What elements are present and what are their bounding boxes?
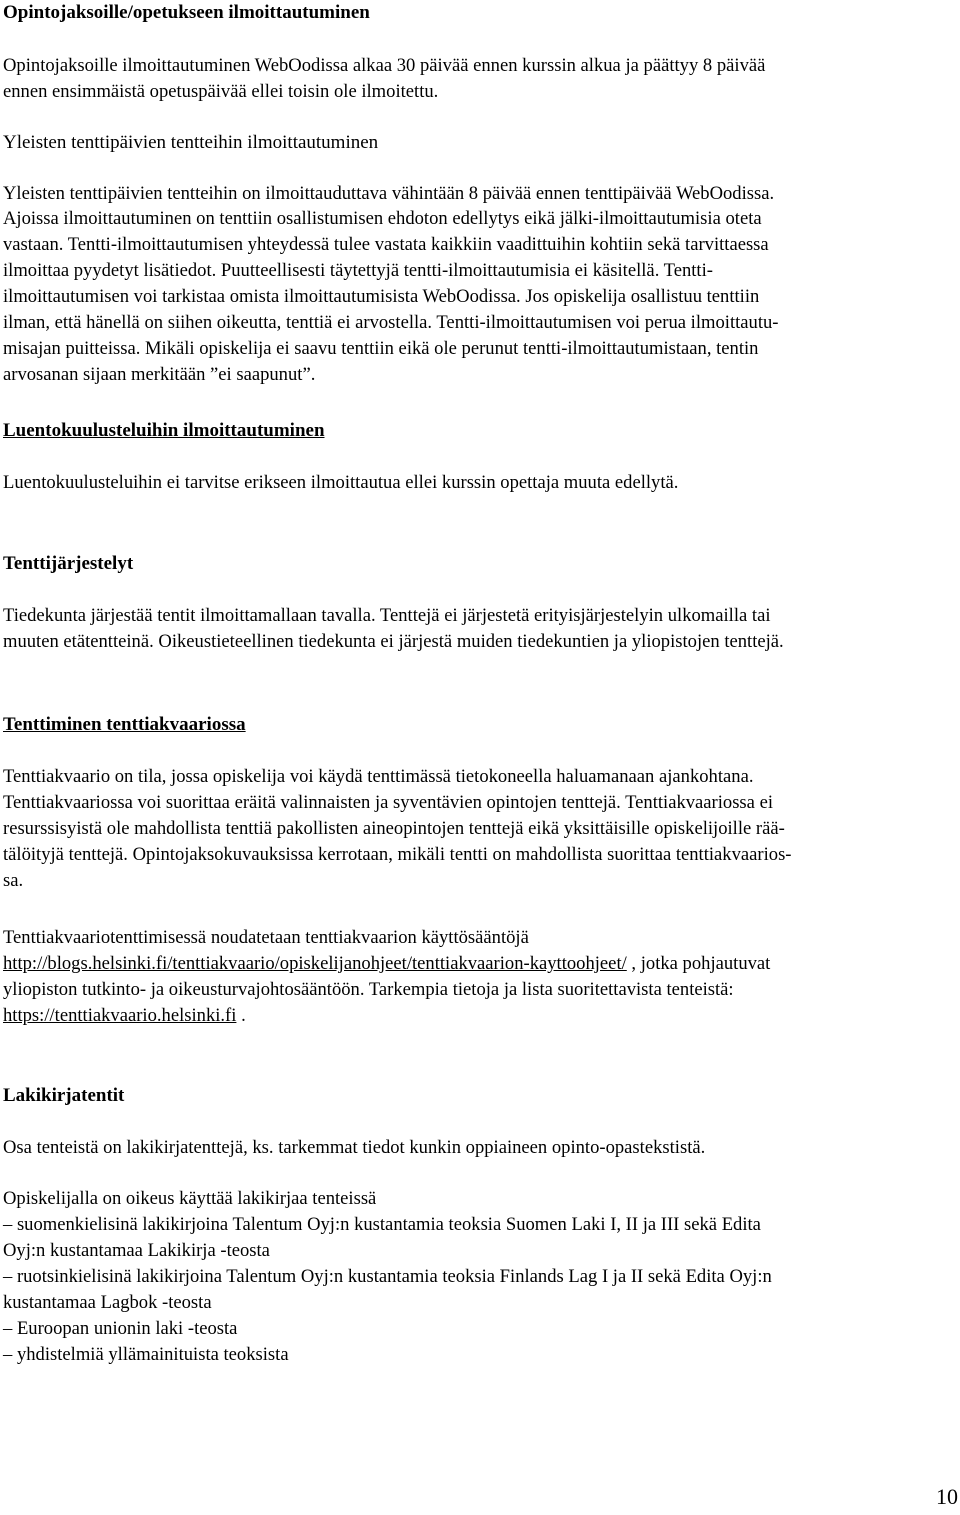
list-item: Oyj:n kustantamaa Lakikirja -teosta (3, 1240, 270, 1261)
list-item: – Euroopan unionin laki -teosta (3, 1318, 238, 1339)
heading-akvaario: Tenttiminen tenttiakvaariossa (3, 714, 246, 735)
paragraph-line: yliopiston tutkinto- ja oikeusturvajohtosääntöön. Tarkempia tietoja ja lista suoritettavista tenteistä: (3, 979, 734, 1000)
paragraph-line: sa. (3, 870, 24, 891)
paragraph-line: resurssisyistä ole mahdollista tenttiä pakollisten aineopintojen tenttejä eikä yksittäisille opiskelijoille rää- (3, 818, 785, 839)
rules-link[interactable]: http://blogs.helsinki.fi/tenttiakvaario/opiskelijanohjeet/tenttiakvaarion-kayttoohjeet/ (3, 953, 627, 974)
paragraph-line: ilman, että hänellä on siihen oikeutta, tenttiä ei arvostella. Tentti-ilmoittautumisen voi perua ilmoittautu- (3, 312, 779, 333)
heading-opintojaksot: Opintojaksoille/opetukseen ilmoittautuminen (3, 2, 370, 23)
paragraph-line: Yleisten tenttipäivien tentteihin on ilmoittauduttava vähintään 8 päivää ennen tenttipäivää WebOodissa. (3, 183, 775, 204)
paragraph-line: Opintojaksoille ilmoittautuminen WebOodissa alkaa 30 päivää ennen kurssin alkua ja päättyy 8 päivää (3, 55, 766, 76)
paragraph-line: ilmoittaa pyydetyt lisätiedot. Puutteellisesti täytettyjä tentti-ilmoittautumisia ei käsitellä. Tentti- (3, 260, 713, 281)
paragraph-line (3, 1003, 246, 1029)
heading-tenttijarjestelyt: Tenttijärjestelyt (3, 553, 134, 574)
paragraph-line: Tenttiakvaariotenttimisessä noudatetaan tenttiakvaarion käyttösääntöjä (3, 927, 529, 948)
paragraph-line: Luentokuulusteluihin ei tarvitse erikseen ilmoittautua ellei kurssin opettaja muuta edellytä. (3, 472, 679, 493)
paragraph-line: Tenttiakvaario on tila, jossa opiskelija voi käydä tenttimässä tietokoneella haluamanaan ajankohtana. (3, 766, 754, 787)
paragraph-line: ennen ensimmäistä opetuspäivää ellei toisin ole ilmoitettu. (3, 81, 439, 102)
list-item: – suomenkielisinä lakikirjoina Talentum Oyj:n kustantamia teoksia Suomen Laki I, II ja III sekä Edita (3, 1214, 761, 1235)
paragraph-line: muuten etätentteinä. Oikeustieteellinen tiedekunta ei järjestä muiden tiedekuntien ja yliopistojen tenttejä. (3, 631, 784, 652)
info-link-suffix: . (236, 1005, 246, 1026)
tenttiakvaario-link[interactable]: https://tenttiakvaario.helsinki.fi (3, 1005, 237, 1026)
paragraph-line: ilmoittautumisen voi tarkistaa omista ilmoittautumisista WebOodissa. Jos opiskelija osallistuu tenttiin (3, 286, 760, 307)
paragraph-line: Tenttiakvaariossa voi suorittaa eräitä valinnaisten ja syventävien opintojen tenttejä. Tenttiakvaariossa ei (3, 792, 773, 813)
page-number: 10 (936, 1484, 958, 1509)
heading-luento: Luentokuulusteluihin ilmoittautuminen (3, 420, 325, 441)
list-item: – yhdistelmiä yllämainituista teoksista (3, 1344, 289, 1365)
heading-lakikirja: Lakikirjatentit (3, 1085, 125, 1106)
paragraph-line: tälöityjä tenttejä. Opintojaksokuvauksissa kerrotaan, mikäli tentti on mahdollista suorittaa tenttiakvaarios- (3, 844, 792, 865)
paragraph-line: Osa tenteistä on lakikirjatenttejä, ks. tarkemmat tiedot kunkin oppiaineen opinto-opastekstistä. (3, 1137, 706, 1158)
paragraph-line: Ajoissa ilmoittautuminen on tenttiin osallistumisen ehdoton edellytys eikä jälki-ilmoittautumisia oteta (3, 208, 762, 229)
paragraph-line (3, 951, 770, 977)
heading-yleiset: Yleisten tenttipäivien tentteihin ilmoittautuminen (3, 132, 379, 153)
paragraph-line: Tiedekunta järjestää tentit ilmoittamallaan tavalla. Tenttejä ei järjestetä erityisjärjestelyin ulkomailla tai (3, 605, 771, 626)
paragraph-line: Opiskelijalla on oikeus käyttää lakikirjaa tenteissä (3, 1188, 377, 1209)
paragraph-line: vastaan. Tentti-ilmoittautumisen yhteydessä tulee vastata kaikkiin vaadittuihin kohtiin sekä tarvittaessa (3, 234, 769, 255)
paragraph-line: arvosanan sijaan merkitään ”ei saapunut”. (3, 364, 316, 385)
rules-link-suffix: , jotka pohjautuvat (626, 953, 771, 974)
paragraph-line: misajan puitteissa. Mikäli opiskelija ei saavu tenttiin eikä ole perunut tentti-ilmoittautumistaan, tentin (3, 338, 759, 359)
list-item: kustantamaa Lagbok -teosta (3, 1292, 212, 1313)
list-item: – ruotsinkielisinä lakikirjoina Talentum Oyj:n kustantamia teoksia Finlands Lag I ja II sekä Edita Oyj:n (3, 1266, 772, 1287)
